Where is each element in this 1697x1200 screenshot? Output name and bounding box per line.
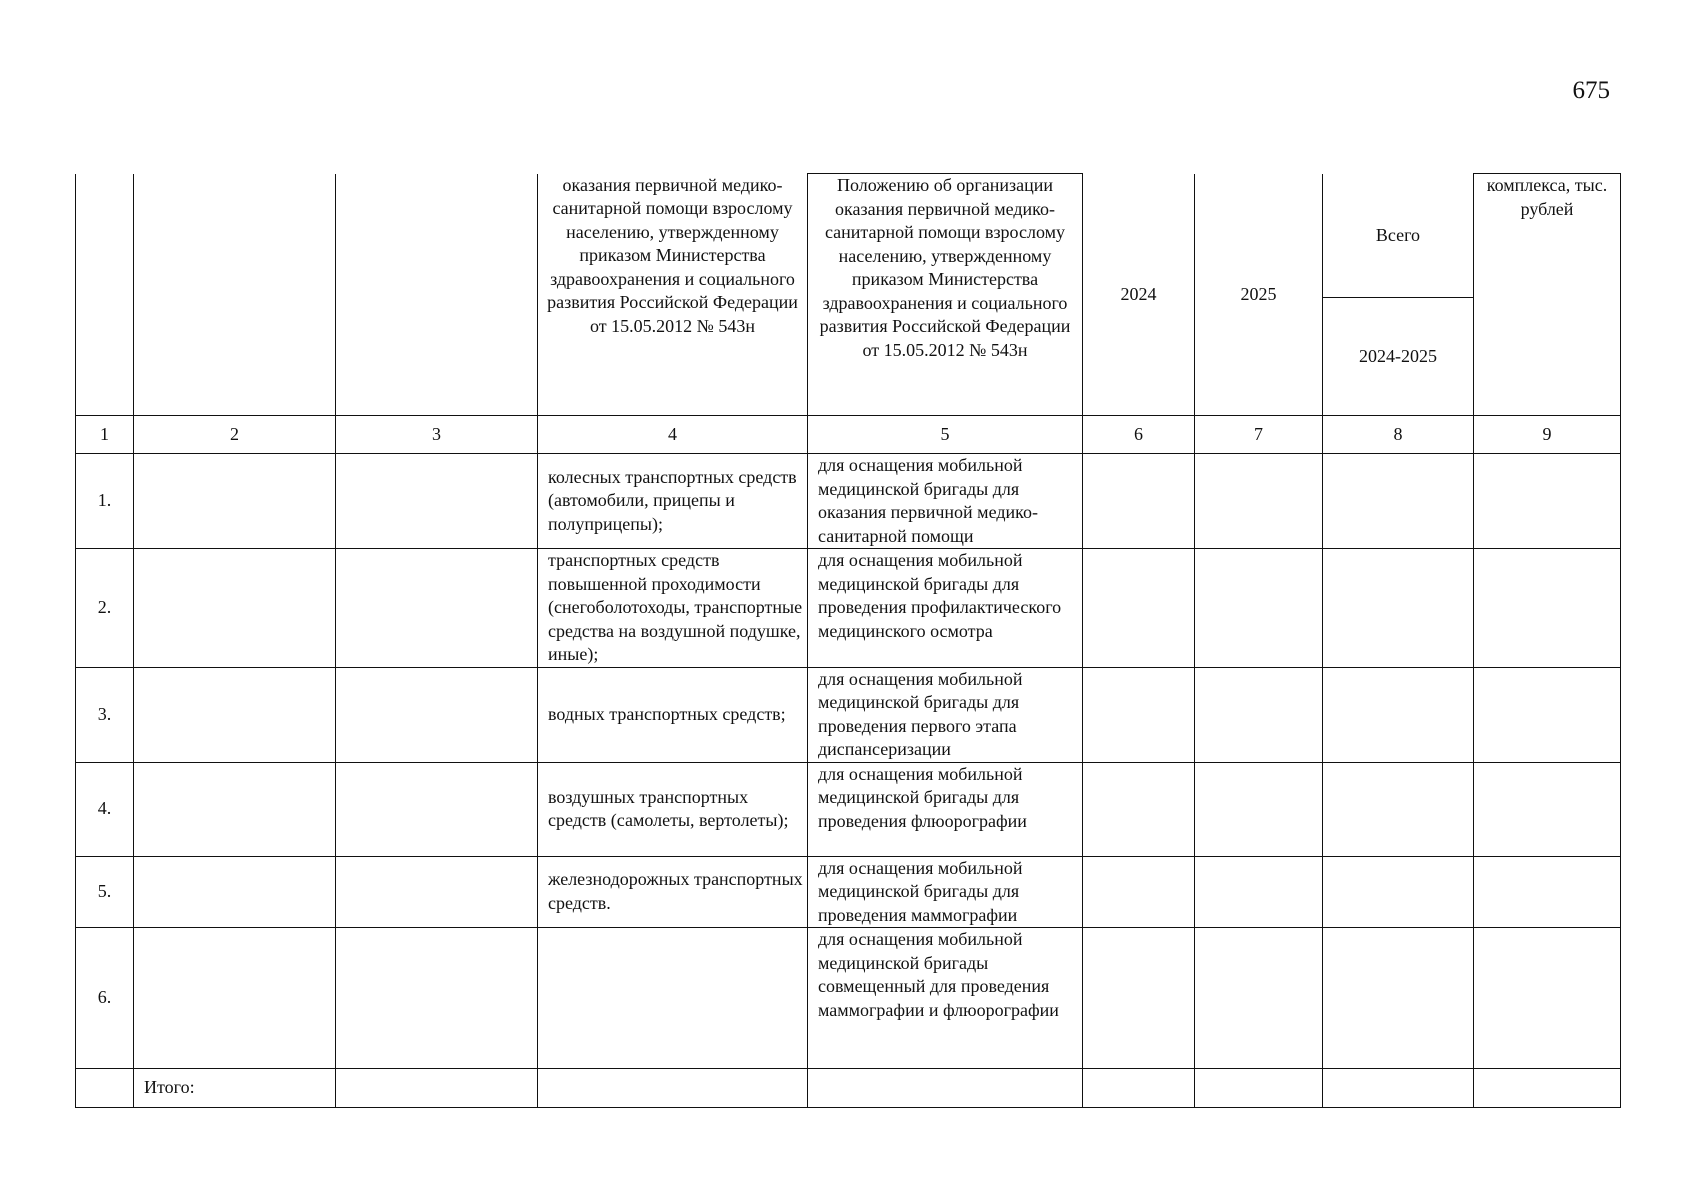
page-number: 675	[1572, 77, 1610, 104]
header-cell-9: комплекса, тыс. рублей	[1474, 174, 1621, 416]
table-cell	[1323, 667, 1474, 762]
data-table	[75, 173, 1621, 1108]
row-number: 3.	[76, 667, 134, 762]
row-number: 2.	[76, 549, 134, 668]
total-label: Итого:	[134, 1069, 336, 1108]
table-row	[76, 762, 1621, 856]
table-cell	[1083, 762, 1195, 856]
vehicle-type-cell: транспортных средств повышенной проходимости (снегоболотоходы, транспортные средства на воздушной подушке, иные);	[538, 549, 808, 668]
row-number: 4.	[76, 762, 134, 856]
header-cell-total-period: 2024-2025	[1323, 298, 1474, 416]
column-number: 3	[336, 416, 538, 454]
table-cell	[1083, 856, 1195, 928]
table-cell	[1195, 667, 1323, 762]
table-cell	[1083, 1069, 1195, 1108]
table-cell	[1083, 928, 1195, 1069]
table-cell	[1083, 454, 1195, 549]
table-cell	[1323, 549, 1474, 668]
header-cell-3	[336, 174, 538, 416]
header-cell-4: оказания первичной медико-санитарной помощи взрослому населению, утвержденному приказом Министерства здравоохранения и социального развития Российской Федерации от 15.05.2012 № 543н	[538, 174, 808, 416]
table-cell	[1083, 667, 1195, 762]
table-cell	[1323, 454, 1474, 549]
vehicle-type-cell: железнодорожных транспортных средств.	[538, 856, 808, 928]
column-number: 2	[134, 416, 336, 454]
total-row	[76, 1069, 1621, 1108]
table-cell	[336, 856, 538, 928]
table-row	[76, 454, 1621, 549]
table-cell	[1195, 549, 1323, 668]
table-cell	[76, 1069, 134, 1108]
table-cell	[1323, 762, 1474, 856]
header-cell-1	[76, 174, 134, 416]
column-number: 5	[808, 416, 1083, 454]
header-cell-year-2025: 2025	[1195, 174, 1323, 416]
table-cell	[336, 454, 538, 549]
table-cell	[1474, 549, 1621, 668]
table-cell	[1474, 762, 1621, 856]
header-cell-total: Всего	[1323, 174, 1474, 298]
table-cell	[134, 667, 336, 762]
table-cell	[336, 667, 538, 762]
table-cell	[1195, 454, 1323, 549]
header-row	[76, 174, 1621, 298]
header-cell-2	[134, 174, 336, 416]
table-row	[76, 549, 1621, 668]
column-number: 7	[1195, 416, 1323, 454]
vehicle-type-cell: колесных транспортных средств (автомобили, прицепы и полуприцепы);	[538, 454, 808, 549]
purpose-cell: для оснащения мобильной медицинской бригады совмещенный для проведения маммографии и флюорографии	[808, 928, 1083, 1069]
header-cell-year-2024: 2024	[1083, 174, 1195, 416]
purpose-cell: для оснащения мобильной медицинской бригады для проведения маммографии	[808, 856, 1083, 928]
table-cell	[1323, 1069, 1474, 1108]
table-row	[76, 928, 1621, 1069]
column-number: 9	[1474, 416, 1621, 454]
table-cell	[1195, 928, 1323, 1069]
vehicle-type-cell: воздушных транспортных средств (самолеты, вертолеты);	[538, 762, 808, 856]
header-cell-5: Положению об организации оказания первичной медико-санитарной помощи взрослому населению, утвержденному приказом Министерства здравоохранения и социального развития Российской Федерации от 15.05.2012 № 543н	[808, 174, 1083, 416]
table-cell	[336, 1069, 538, 1108]
table-cell	[1474, 928, 1621, 1069]
row-number: 6.	[76, 928, 134, 1069]
table-cell	[134, 856, 336, 928]
column-numbers-row	[76, 416, 1621, 454]
table-cell	[1083, 549, 1195, 668]
row-number: 5.	[76, 856, 134, 928]
table-cell	[1474, 667, 1621, 762]
table-cell	[134, 762, 336, 856]
table-cell	[1323, 856, 1474, 928]
column-number: 4	[538, 416, 808, 454]
column-number: 6	[1083, 416, 1195, 454]
table-cell	[1195, 856, 1323, 928]
table-cell	[1474, 1069, 1621, 1108]
table-cell	[808, 1069, 1083, 1108]
table-cell	[134, 454, 336, 549]
row-number: 1.	[76, 454, 134, 549]
purpose-cell: для оснащения мобильной медицинской бригады для проведения профилактического медицинского осмотра	[808, 549, 1083, 668]
table-cell	[538, 1069, 808, 1108]
column-number: 1	[76, 416, 134, 454]
column-number: 8	[1323, 416, 1474, 454]
table-cell	[1195, 762, 1323, 856]
purpose-cell: для оснащения мобильной медицинской бригады для оказания первичной медико-санитарной помощи	[808, 454, 1083, 549]
table-row	[76, 856, 1621, 928]
purpose-cell: для оснащения мобильной медицинской бригады для проведения первого этапа диспансеризации	[808, 667, 1083, 762]
table-cell	[336, 549, 538, 668]
table-cell	[1323, 928, 1474, 1069]
table-row	[76, 667, 1621, 762]
purpose-cell: для оснащения мобильной медицинской бригады для проведения флюорографии	[808, 762, 1083, 856]
table-cell	[1474, 856, 1621, 928]
table-cell	[1195, 1069, 1323, 1108]
vehicle-type-cell	[538, 928, 808, 1069]
table-cell	[336, 928, 538, 1069]
vehicle-type-cell: водных транспортных средств;	[538, 667, 808, 762]
table-cell	[1474, 454, 1621, 549]
table-cell	[134, 549, 336, 668]
table-cell	[134, 928, 336, 1069]
table-cell	[336, 762, 538, 856]
